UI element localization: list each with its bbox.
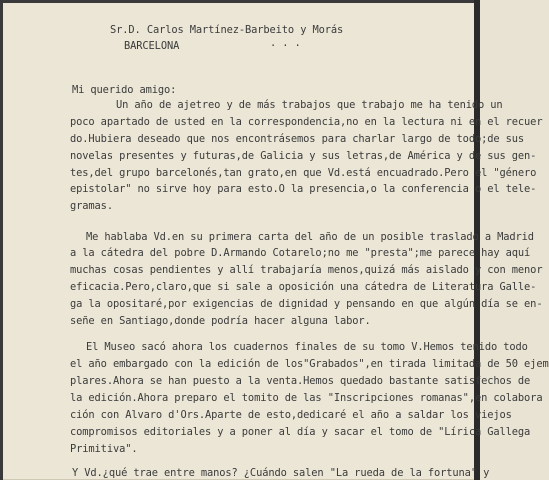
body-line: tes,del grupo barcelonés,tan grato,en que Vd.está encuadrado.Pero el "género [70, 167, 537, 179]
body-line: plares.Ahora se han puesto a la venta.Hemos quedado bastante satisfechos de [70, 375, 531, 387]
scan-edge-left [0, 0, 3, 480]
addressee: Sr.D. Carlos Martínez-Barbeito y Morás [110, 24, 344, 36]
body-line: ga la opositaré,por exigencias de dignidad y pensando en que algún día se en- [70, 298, 543, 310]
body-line: Primitiva". [70, 443, 138, 455]
addressee-city-dots: . . . [270, 37, 301, 49]
body-line: muchas cosas pendientes y allí trabajaría menos,quizá más aislado y con menor [70, 264, 543, 276]
body-line: ción con Alvaro d'Ors.Aparte de esto,dedicaré el año a saldar los viejos [70, 409, 512, 421]
body-line: Me hablaba Vd.en su primera carta del año de un posible traslado a Madrid [86, 231, 534, 243]
body-line: gramas. [70, 200, 113, 212]
body-line: epistolar" no sirve hoy para esto.O la presencia,o la conferencia o el tele- [70, 183, 537, 195]
body-line: eficacia.Pero,claro,que si sale a oposición una cátedra de Literatura Galle- [70, 281, 537, 293]
body-line: Un año de ajetreo y de más trabajos que trabajo me ha tenido un [116, 99, 503, 111]
scan-edge-top [0, 0, 480, 3]
body-line: do.Hubiera deseado que nos encontrásemos para charlar largo de todo;de sus [70, 133, 525, 145]
body-line: novelas presentes y futuras,de Galicia y sus letras,de América y de sus gen- [70, 150, 537, 162]
addressee-city: BARCELONA [124, 40, 180, 52]
body-line: compromisos editoriales y a poner al día y sacar el tomo de "Lírica Gallega [70, 426, 531, 438]
body-line: Y Vd.¿qué trae entre manos? ¿Cuándo salen "La rueda de la fortuna" y [72, 467, 490, 479]
body-line: la edición.Ahora preparo el tomito de las "Inscripciones romanas",en colabora [70, 392, 543, 404]
body-line: a la cátedra del pobre D.Armando Cotarelo;no me "presta";me parece hay aquí [70, 247, 531, 259]
body-line: poco apartado de usted en la correspondencia,no en la lectura ni en el recuer [70, 116, 543, 128]
body-line: señe en Santiago,donde podría hacer alguna labor. [70, 315, 371, 327]
body-line: el año embargado con la edición de los"Grabados",en tirada limitada de 50 ejem [70, 358, 549, 370]
salutation: Mi querido amigo: [72, 84, 177, 96]
body-line: El Museo sacó ahora los cuadernos finales de su tomo V.Hemos tenido todo [86, 341, 528, 353]
